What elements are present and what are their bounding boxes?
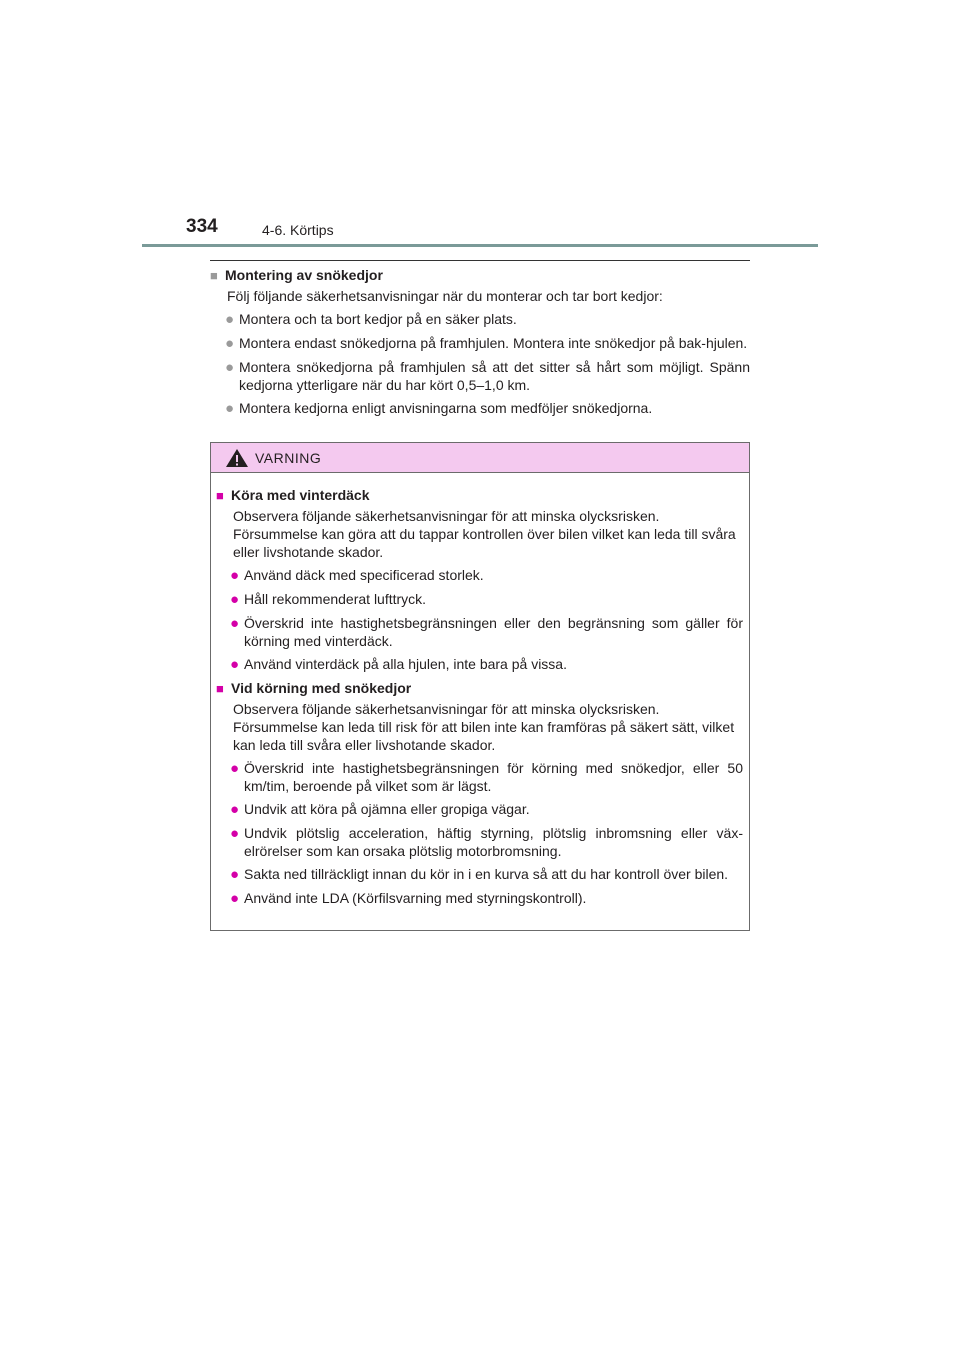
warning-group-heading	[216, 486, 743, 505]
list-item	[210, 358, 750, 394]
list-item	[216, 566, 743, 585]
list-item	[216, 865, 743, 884]
section-divider	[210, 260, 750, 261]
header-divider	[142, 244, 818, 247]
list-item	[210, 310, 750, 329]
round-bullet-icon: ●	[230, 890, 240, 907]
warning-body	[211, 473, 749, 908]
list-item	[216, 655, 743, 674]
list-item-text: Använd inte LDA (Körfilsvarning med styrningskontroll).	[244, 890, 587, 906]
list-item-text: Överskrid inte hastighetsbegränsningen för körning med snökedjor, eller 50 km/tim, beroende på vilket som är lägst.	[244, 760, 743, 794]
section-intro: Följ följande säkerhetsanvisningar när du monterar och tar bort kedjor:	[227, 288, 663, 304]
list-item-text: Montera och ta bort kedjor på en säker plats.	[239, 311, 517, 327]
round-bullet-icon: ●	[230, 656, 240, 673]
page-number: 334	[186, 216, 218, 237]
square-bullet-icon: ■	[216, 681, 224, 696]
list-item	[216, 800, 743, 819]
warning-group-intro: Observera följande säkerhetsanvisningar för att minska olycksrisken. Försummelse kan göra att du tappar kontrollen över bilen vilket kan leda till svåra eller livshotande skador.	[233, 508, 736, 560]
round-bullet-icon: ●	[230, 801, 240, 818]
list-item-text: Montera kedjorna enligt anvisningarna som medföljer snökedjorna.	[239, 400, 653, 416]
list-item-text: Håll rekommenderat lufttryck.	[244, 591, 427, 607]
round-bullet-icon: ●	[225, 311, 235, 328]
list-item	[216, 889, 743, 908]
list-item-text: Sakta ned tillräckligt innan du kör in i en kurva så att du har kontroll över bilen.	[244, 866, 729, 882]
chapter-title: 4-6. Körtips	[262, 222, 334, 238]
round-bullet-icon: ●	[230, 591, 240, 608]
round-bullet-icon: ●	[225, 359, 235, 376]
warning-group-title: Köra med vinterdäck	[231, 487, 370, 503]
round-bullet-icon: ●	[225, 335, 235, 352]
list-item-text: Undvik plötslig acceleration, häftig styrning, plötslig inbromsning eller väx-elrörelser som kan orsaka plötslig motorbromsning.	[244, 825, 743, 859]
round-bullet-icon: ●	[230, 825, 240, 842]
list-item	[216, 824, 743, 860]
list-item	[216, 590, 743, 609]
round-bullet-icon: ●	[230, 567, 240, 584]
list-item	[216, 614, 743, 650]
section-heading	[210, 266, 750, 285]
warning-triangle-icon	[225, 448, 249, 468]
list-item-text: Använd däck med specificerad storlek.	[244, 567, 484, 583]
round-bullet-icon: ●	[230, 866, 240, 883]
snow-chain-section	[210, 266, 750, 418]
warning-group-heading	[216, 679, 743, 698]
section-title: Montering av snökedjor	[225, 267, 383, 283]
round-bullet-icon: ●	[225, 400, 235, 417]
warning-group-title: Vid körning med snökedjor	[231, 680, 412, 696]
list-item	[210, 334, 750, 353]
warning-header	[211, 443, 749, 473]
list-item-text: Använd vinterdäck på alla hjulen, inte bara på vissa.	[244, 656, 567, 672]
square-bullet-icon: ■	[210, 268, 218, 283]
list-item-text: Undvik att köra på ojämna eller gropiga vägar.	[244, 801, 530, 817]
list-item	[210, 399, 750, 418]
list-item	[216, 759, 743, 795]
list-item-text: Montera endast snökedjorna på framhjulen. Montera inte snökedjor på bak-hjulen.	[239, 335, 748, 351]
warning-box	[210, 442, 750, 931]
warning-group-intro: Observera följande säkerhetsanvisningar för att minska olycksrisken. Försummelse kan leda till risk för att bilen inte kan framföras på säkert sätt, vilket kan leda till svåra eller livshotande skador.	[233, 701, 735, 753]
list-item-text: Överskrid inte hastighetsbegränsningen eller den begränsning som gäller för körning med vinterdäck.	[244, 615, 743, 649]
warning-label: VARNING	[255, 449, 322, 466]
round-bullet-icon: ●	[230, 760, 240, 777]
square-bullet-icon: ■	[216, 488, 224, 503]
list-item-text: Montera snökedjorna på framhjulen så att det sitter så hårt som möjligt. Spänn kedjorna ytterligare när du har kört 0,5–1,0 km.	[239, 359, 750, 393]
round-bullet-icon: ●	[230, 615, 240, 632]
